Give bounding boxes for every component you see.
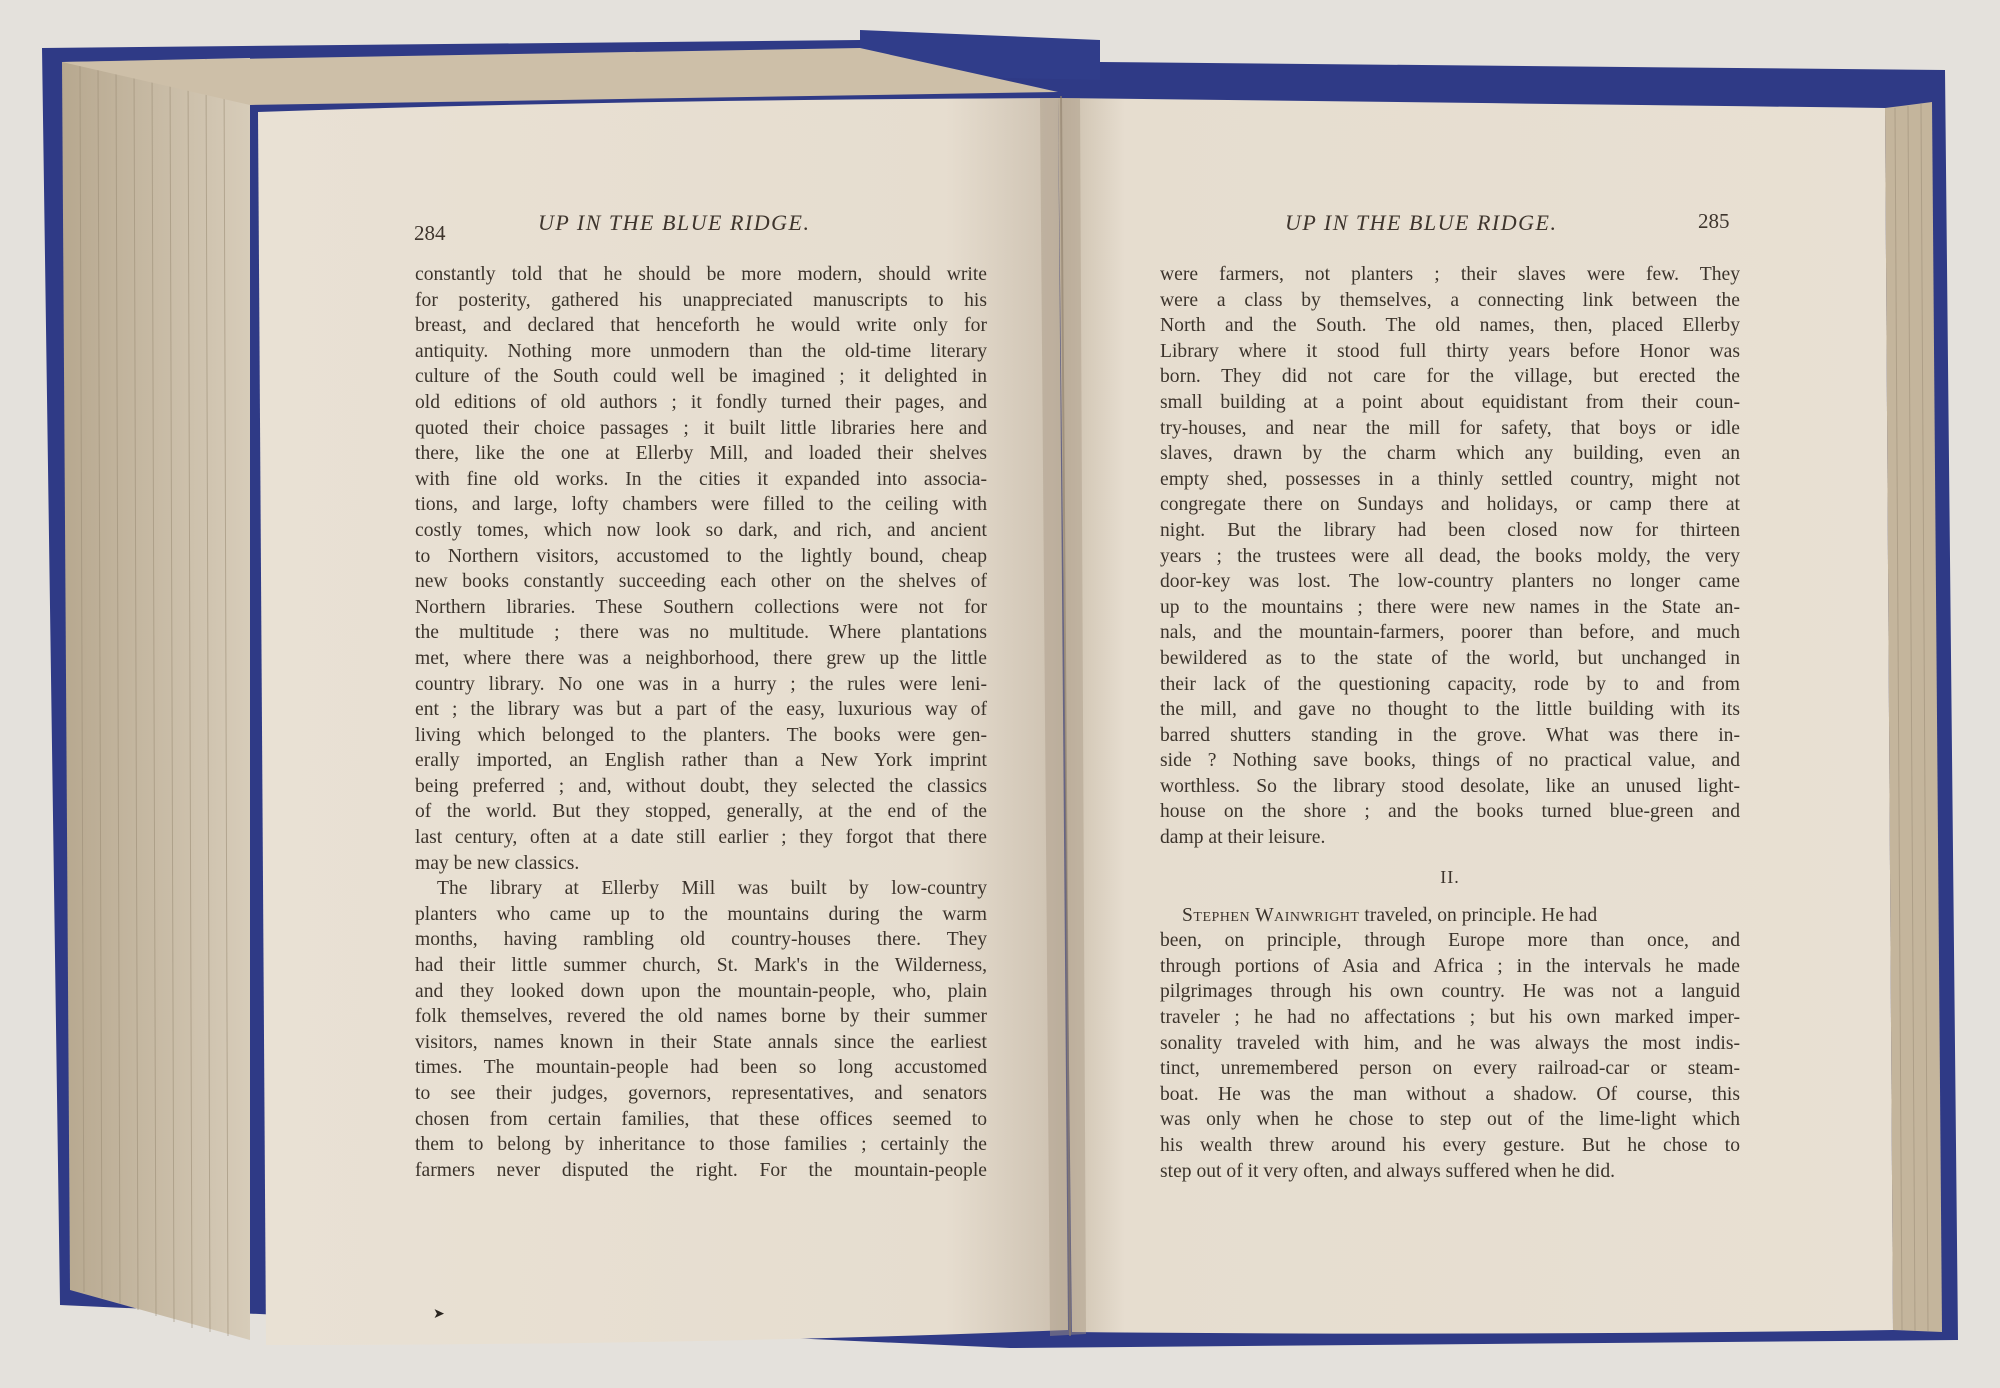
text-line: ent ; the library was but a part of the easy, luxurious way of — [415, 699, 987, 721]
text-line: was only when he chose to step out of the lime-light which — [1160, 1109, 1740, 1131]
text-line: his wealth threw around his every gesture. But he chose to — [1160, 1135, 1740, 1156]
left-page-body — [415, 262, 987, 1183]
text-line: had their little summer church, St. Mark's in the Wilderness, — [415, 955, 987, 977]
text-line: small building at a point about equidistant from their coun- — [1160, 391, 1740, 413]
text-line: to see their judges, governors, representatives, and senators — [415, 1083, 987, 1104]
text-line: constantly told that he should be more modern, should write — [415, 264, 987, 285]
text-line: side ? Nothing save books, things of no practical value, and — [1160, 750, 1740, 772]
left-running-head: UP IN THE BLUE RIDGE. — [538, 210, 811, 235]
text-line: antiquity. Nothing more unmodern than the old-time literary — [415, 340, 987, 362]
text-line: years ; the trustees were all dead, the books moldy, the very — [1160, 545, 1740, 567]
text-line: The library at Ellerby Mill was built by low-country — [437, 878, 987, 900]
text-line: old editions of old authors ; it fondly turned their pages, and — [415, 391, 987, 413]
text-line: country library. No one was in a hurry ; the rules were leni- — [415, 673, 987, 695]
text-line: Library where it stood full thirty years before Honor was — [1160, 340, 1740, 362]
text-line: with fine old works. In the cities it expanded into associa- — [415, 468, 987, 490]
right-running-head: UP IN THE BLUE RIDGE. — [1285, 210, 1558, 235]
text-line: of the world. But they stopped, generally, at the end of the — [415, 801, 987, 823]
text-line: sonality traveled with him, and he was always the most indis- — [1160, 1032, 1740, 1054]
text-line: met, where there was a neighborhood, there grew up the little — [415, 647, 987, 669]
text-line: quoted their choice passages ; it built little libraries here and — [415, 417, 987, 439]
text-line: chosen from certain families, that these offices seemed to — [415, 1108, 987, 1130]
text-line: were a class by themselves, a connecting link between the — [1160, 289, 1740, 311]
text-line: North and the South. The old names, then, placed Ellerby — [1160, 315, 1740, 337]
text-line: culture of the South could well be imagined ; it delighted in — [415, 366, 987, 388]
text-line: being preferred ; and, without doubt, they selected the classics — [415, 775, 987, 797]
text-line: erally imported, an English rather than a New York imprint — [415, 750, 987, 772]
text-line: worthless. So the library stood desolate, like an unused light- — [1160, 775, 1740, 797]
text-line: up to the mountains ; there were new names in the State an- — [1160, 596, 1740, 618]
section-lead-name: Stephen Wainwright — [1182, 904, 1360, 926]
text-line: the multitude ; there was no multitude. Where plantations — [415, 622, 987, 644]
text-line: planters who came up to the mountains during the warm — [415, 903, 987, 925]
text-line: them to belong by inheritance to those families ; certainly the — [415, 1134, 987, 1156]
text-line: nals, and the mountain-farmers, poorer than before, and much — [1160, 622, 1740, 644]
text-line: to Northern visitors, accustomed to the lightly bound, cheap — [415, 545, 987, 567]
left-page-number: 284 — [414, 221, 446, 245]
text-line: barred shutters standing in the grove. What was there in- — [1160, 724, 1740, 746]
text-line: slaves, drawn by the charm which any building, even an — [1160, 443, 1740, 465]
text-line: born. They did not care for the village, but erected the — [1160, 366, 1740, 388]
text-line: congregate there on Sundays and holidays, or camp there at — [1160, 494, 1740, 516]
text-line: try-houses, and near the mill for safety, that boys or idle — [1160, 417, 1740, 439]
text-line: pilgrimages through his own country. He was not a languid — [1160, 981, 1740, 1003]
left-page-stack — [62, 58, 250, 1340]
text-line: been, on principle, through Europe more than once, and — [1160, 930, 1740, 952]
text-line: costly tomes, which now look so dark, and rich, and ancient — [415, 519, 987, 541]
text-line: farmers never disputed the right. For the mountain-people — [415, 1159, 987, 1181]
text-line: empty shed, possesses in a thinly settled country, might not — [1160, 468, 1740, 490]
text-line: through portions of Asia and Africa ; in the intervals he made — [1160, 955, 1740, 977]
text-line: the mill, and gave no thought to the little building with its — [1160, 699, 1740, 721]
text-line: months, having rambling old country-houses there. They — [415, 929, 987, 951]
text-line: living which belonged to the planters. The books were gen- — [415, 724, 987, 746]
text-line: damp at their leisure. — [1160, 827, 1326, 849]
text-line: tinct, unremembered person on every railroad-car or steam- — [1160, 1058, 1740, 1080]
text-line: door-key was lost. The low-country planters no longer came — [1160, 571, 1740, 593]
text-line: night. But the library had been closed now for thirteen — [1160, 519, 1740, 541]
text-line: there, like the one at Ellerby Mill, and loaded their shelves — [415, 443, 987, 465]
text-line: traveler ; he had no affectations ; but his own marked imper- — [1160, 1007, 1740, 1029]
text-line: boat. He was the man without a shadow. Of course, this — [1160, 1083, 1740, 1105]
text-line: tions, and large, lofty chambers were filled to the ceiling with — [415, 494, 987, 516]
text-line: were farmers, not planters ; their slaves were few. They — [1160, 264, 1740, 285]
text-line: visitors, names known in their State annals since the earliest — [415, 1031, 987, 1053]
margin-mark: ➤ — [433, 1307, 445, 1322]
text-line — [1160, 903, 1740, 929]
text-line: their lack of the questioning capacity, rode by to and from — [1160, 673, 1740, 695]
text-line: Northern libraries. These Southern collections were not for — [415, 596, 987, 618]
text-line: new books constantly succeeding each other on the shelves of — [415, 571, 987, 593]
text-line: folk themselves, revered the old names borne by their summer — [415, 1006, 987, 1028]
section-heading: II. — [1440, 866, 1460, 887]
text-line: and they looked down upon the mountain-people, who, plain — [415, 980, 987, 1002]
text-line: for posterity, gathered his unappreciated manuscripts to his — [415, 289, 987, 311]
text-line: may be new classics. — [415, 852, 580, 874]
text-line: times. The mountain-people had been so long accustomed — [415, 1057, 987, 1079]
text-line: last century, often at a date still earlier ; they forgot that there — [415, 827, 987, 849]
text-line: house on the shore ; and the books turned blue-green and — [1160, 801, 1740, 823]
text-line: bewildered as to the state of the world, but unchanged in — [1160, 647, 1740, 669]
right-page-number: 285 — [1698, 209, 1730, 233]
text-line: breast, and declared that henceforth he would write only for — [415, 315, 987, 337]
text-line: step out of it very often, and always suffered when he did. — [1160, 1160, 1616, 1182]
section-first-line: traveled, on principle. He had — [1359, 904, 1598, 926]
right-page-body — [1160, 262, 1740, 1184]
